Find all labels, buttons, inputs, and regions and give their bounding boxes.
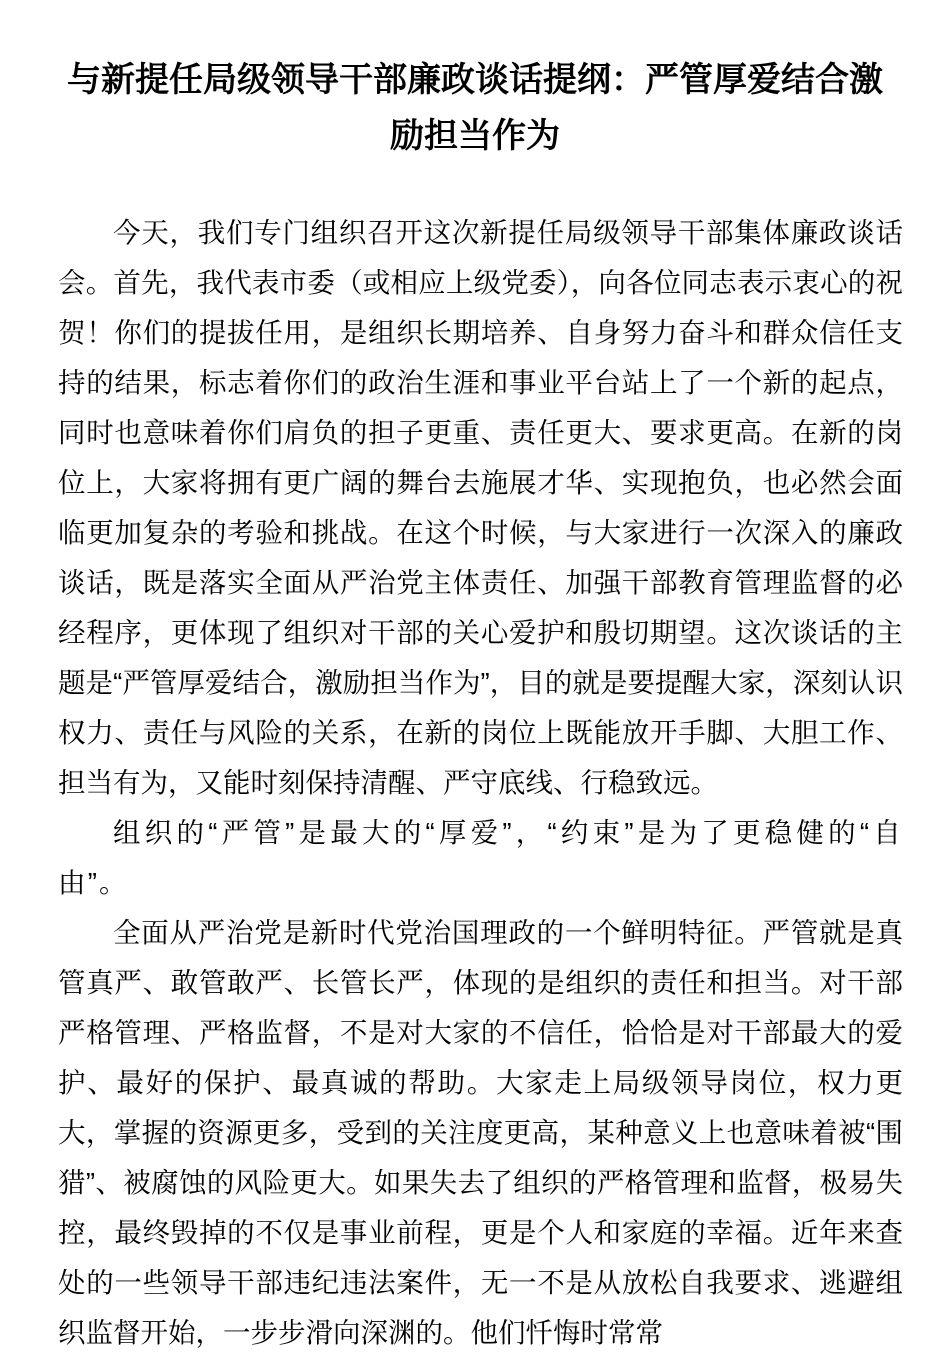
paragraph-3: 全面从严治党是新时代党治国理政的一个鲜明特征。严管就是真管真严、敢管敢严、长管长严，体现的是组织的责任和担当。对干部严格管理、严格监督，不是对大家的不信任，恰恰是对干部最大的爱护、最好的保护、最真诚的帮助。大家走上局级领导岗位，权力更大，掌握的资源更多，受到的关注度更高，某种意义上也意味着被“围猎”、被腐蚀的风险更大。如果失去了组织的严格管理和监督，极易失控，最终毁掉的不仅是事业前程，更是个人和家庭的幸福。近年来查处的一些领导干部违纪违法案件，无一不是从放松自我要求、逃避组织监督开始，一步步滑向深渊的。他们忏悔时常常 — [58, 917, 903, 1348]
page-title-line-1: 与新提任局级领导干部廉政谈话提纲：严管厚爱结合 — [67, 61, 849, 99]
paragraph-1: 今天，我们专门组织召开这次新提任局级领导干部集体廉政谈话会。首先，我代表市委（或相应上级党委），向各位同志表示衷心的祝贺！你们的提拔任用，是组织长期培养、自身努力奋斗和群众信任支持的结果，标志着你们的政治生涯和事业平台站上了一个新的起点，同时也意味着你们肩负的担子更重、责任更大、要求更高。在新的岗位上，大家将拥有更广阔的舞台去施展才华、实现抱负，也必然会面临更加复杂的考验和挑战。在这个时候，与大家进行一次深入的廉政谈话，既是落实全面从严治党主体责任、加强干部教育管理监督的必经程序，更体现了组织对干部的关心爱护和殷切期望。这次谈话的主题是“严管厚爱结合，激励担当作为”，目的就是要提醒大家，深刻认识权力、责任与风险的关系，在新的岗位上既能放开手脚、大胆工作、担当有为，又能时刻保持清醒、严守底线、行稳致远。 — [58, 217, 903, 798]
page-title-line-2: 激励担当作为 — [390, 61, 883, 155]
page-title — [62, 52, 888, 164]
paragraph-2: 组织的“严管”是最大的“厚爱”，“约束”是为了更稳健的“自由”。 — [58, 817, 903, 898]
document-body — [58, 208, 903, 1358]
